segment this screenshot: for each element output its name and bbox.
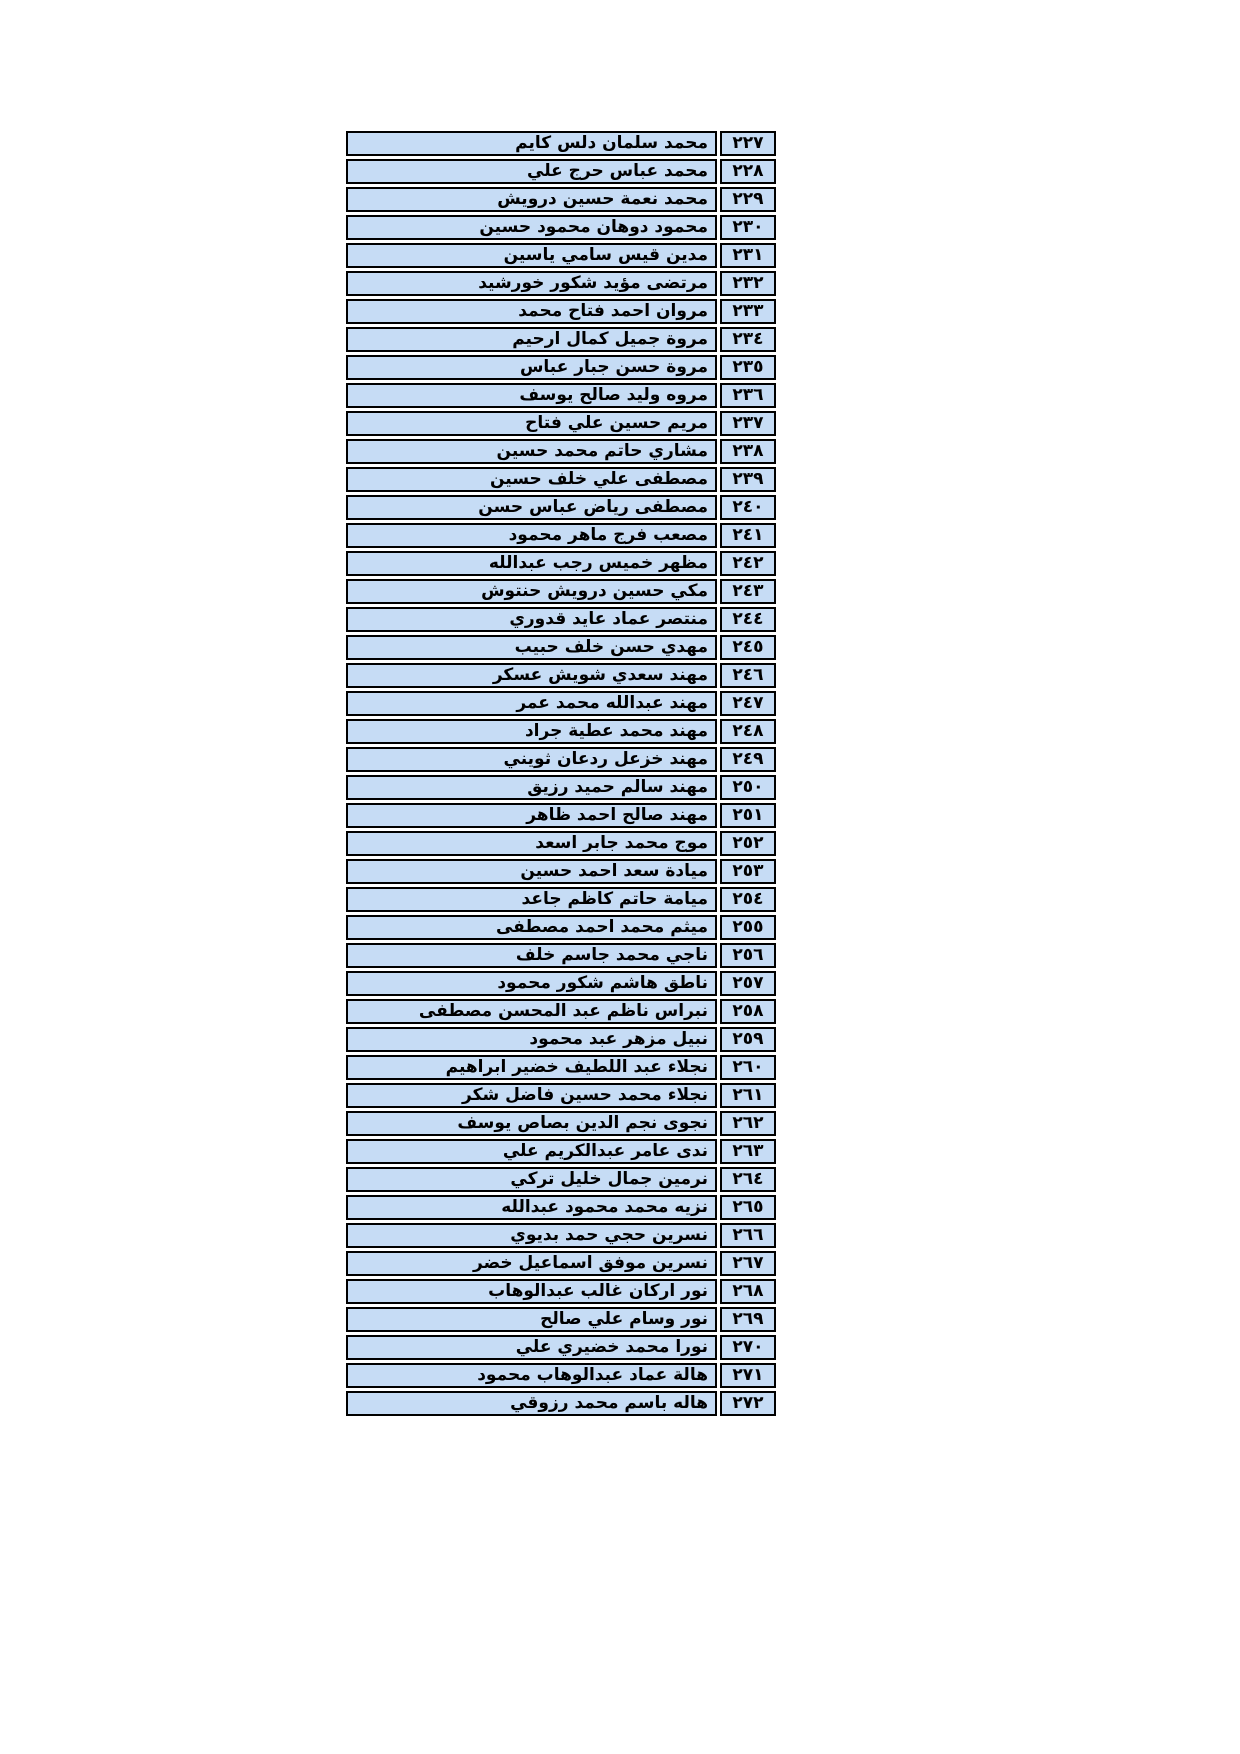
row-number-cell: ٢٣٤ bbox=[720, 327, 776, 352]
table-row bbox=[346, 803, 776, 828]
table-row bbox=[346, 887, 776, 912]
row-name-cell: نجلاء محمد حسين فاضل شكر bbox=[346, 1083, 717, 1108]
table-row bbox=[346, 999, 776, 1024]
row-number-cell: ٢٦٠ bbox=[720, 1055, 776, 1080]
table-row bbox=[346, 243, 776, 268]
row-name-cell: موج محمد جابر اسعد bbox=[346, 831, 717, 856]
row-number-cell: ٢٧٢ bbox=[720, 1391, 776, 1416]
table-row bbox=[346, 579, 776, 604]
row-name-cell: محمد نعمة حسين درويش bbox=[346, 187, 717, 212]
row-number-cell: ٢٣٩ bbox=[720, 467, 776, 492]
row-number-cell: ٢٣٦ bbox=[720, 383, 776, 408]
row-number-cell: ٢٥٧ bbox=[720, 971, 776, 996]
row-name-cell: مكي حسين درويش حنتوش bbox=[346, 579, 717, 604]
table-row bbox=[346, 719, 776, 744]
table-row bbox=[346, 215, 776, 240]
table-row bbox=[346, 411, 776, 436]
row-name-cell: مصعب فرج ماهر محمود bbox=[346, 523, 717, 548]
table-row bbox=[346, 691, 776, 716]
row-name-cell: نجلاء عبد اللطيف خضير ابراهيم bbox=[346, 1055, 717, 1080]
row-number-cell: ٢٦٥ bbox=[720, 1195, 776, 1220]
table-row bbox=[346, 663, 776, 688]
table-row bbox=[346, 495, 776, 520]
row-name-cell: محمد عباس حرج علي bbox=[346, 159, 717, 184]
table-row bbox=[346, 971, 776, 996]
row-number-cell: ٢٧١ bbox=[720, 1363, 776, 1388]
row-name-cell: مشاري حاتم محمد حسين bbox=[346, 439, 717, 464]
roster-table-body bbox=[346, 131, 776, 1416]
row-number-cell: ٢٦١ bbox=[720, 1083, 776, 1108]
row-name-cell: مهند خزعل ردعان ثويني bbox=[346, 747, 717, 772]
row-number-cell: ٢٣٨ bbox=[720, 439, 776, 464]
table-row bbox=[346, 467, 776, 492]
table-row bbox=[346, 1139, 776, 1164]
row-name-cell: مهند صالح احمد ظاهر bbox=[346, 803, 717, 828]
row-number-cell: ٢٤٧ bbox=[720, 691, 776, 716]
table-row bbox=[346, 775, 776, 800]
row-name-cell: نبراس ناظم عبد المحسن مصطفى bbox=[346, 999, 717, 1024]
table-row bbox=[346, 1083, 776, 1108]
table-row bbox=[346, 1363, 776, 1388]
table-row bbox=[346, 607, 776, 632]
row-number-cell: ٢٥٩ bbox=[720, 1027, 776, 1052]
table-row bbox=[346, 1027, 776, 1052]
row-name-cell: مروة حسن جبار عباس bbox=[346, 355, 717, 380]
table-row bbox=[346, 271, 776, 296]
row-number-cell: ٢٤٨ bbox=[720, 719, 776, 744]
row-number-cell: ٢٣١ bbox=[720, 243, 776, 268]
table-row bbox=[346, 747, 776, 772]
table-row bbox=[346, 1055, 776, 1080]
row-name-cell: ميامة حاتم كاظم جاعد bbox=[346, 887, 717, 912]
table-row bbox=[346, 159, 776, 184]
row-name-cell: مروه وليد صالح يوسف bbox=[346, 383, 717, 408]
table-row bbox=[346, 299, 776, 324]
table-row bbox=[346, 131, 776, 156]
row-number-cell: ٢٤٢ bbox=[720, 551, 776, 576]
row-number-cell: ٢٤٠ bbox=[720, 495, 776, 520]
row-name-cell: نورا محمد خضيري علي bbox=[346, 1335, 717, 1360]
table-row bbox=[346, 327, 776, 352]
table-row bbox=[346, 1251, 776, 1276]
row-number-cell: ٢٥٠ bbox=[720, 775, 776, 800]
table-row bbox=[346, 943, 776, 968]
row-name-cell: نور وسام علي صالح bbox=[346, 1307, 717, 1332]
row-name-cell: محمود دوهان محمود حسين bbox=[346, 215, 717, 240]
table-row bbox=[346, 383, 776, 408]
row-name-cell: مهدي حسن خلف حبيب bbox=[346, 635, 717, 660]
table-row bbox=[346, 1111, 776, 1136]
row-number-cell: ٢٢٧ bbox=[720, 131, 776, 156]
row-number-cell: ٢٦٤ bbox=[720, 1167, 776, 1192]
row-name-cell: ميادة سعد احمد حسين bbox=[346, 859, 717, 884]
table-row bbox=[346, 831, 776, 856]
row-number-cell: ٢٣٧ bbox=[720, 411, 776, 436]
table-row bbox=[346, 523, 776, 548]
table-row bbox=[346, 1391, 776, 1416]
table-row bbox=[346, 1195, 776, 1220]
table-row bbox=[346, 1167, 776, 1192]
row-number-cell: ٢٣٢ bbox=[720, 271, 776, 296]
table-row bbox=[346, 187, 776, 212]
row-number-cell: ٢٥٣ bbox=[720, 859, 776, 884]
row-name-cell: نجوى نجم الدين بصاص يوسف bbox=[346, 1111, 717, 1136]
row-name-cell: نسرين حجي حمد بديوي bbox=[346, 1223, 717, 1248]
row-name-cell: منتصر عماد عايد قدوري bbox=[346, 607, 717, 632]
table-row bbox=[346, 1223, 776, 1248]
row-number-cell: ٢٥١ bbox=[720, 803, 776, 828]
row-name-cell: هاله باسم محمد رزوقي bbox=[346, 1391, 717, 1416]
row-number-cell: ٢٤٩ bbox=[720, 747, 776, 772]
row-number-cell: ٢٦٧ bbox=[720, 1251, 776, 1276]
table-row bbox=[346, 355, 776, 380]
row-number-cell: ٢٢٩ bbox=[720, 187, 776, 212]
table-row bbox=[346, 635, 776, 660]
row-number-cell: ٢٤٤ bbox=[720, 607, 776, 632]
row-name-cell: نبيل مزهر عبد محمود bbox=[346, 1027, 717, 1052]
row-number-cell: ٢٦٢ bbox=[720, 1111, 776, 1136]
row-name-cell: مهند سالم حميد رزيق bbox=[346, 775, 717, 800]
row-name-cell: مروان احمد فتاح محمد bbox=[346, 299, 717, 324]
row-number-cell: ٢٣٠ bbox=[720, 215, 776, 240]
row-name-cell: محمد سلمان دلس كايم bbox=[346, 131, 717, 156]
row-number-cell: ٢٥٤ bbox=[720, 887, 776, 912]
row-name-cell: نسرين موفق اسماعيل خضر bbox=[346, 1251, 717, 1276]
row-name-cell: مهند سعدي شويش عسكر bbox=[346, 663, 717, 688]
table-row bbox=[346, 1307, 776, 1332]
row-number-cell: ٢٦٨ bbox=[720, 1279, 776, 1304]
row-number-cell: ٢٤١ bbox=[720, 523, 776, 548]
row-number-cell: ٢٥٥ bbox=[720, 915, 776, 940]
row-number-cell: ٢٢٨ bbox=[720, 159, 776, 184]
table-row bbox=[346, 439, 776, 464]
row-number-cell: ٢٧٠ bbox=[720, 1335, 776, 1360]
row-number-cell: ٢٥٢ bbox=[720, 831, 776, 856]
row-name-cell: مظهر خميس رجب عبدالله bbox=[346, 551, 717, 576]
table-row bbox=[346, 1335, 776, 1360]
table-row bbox=[346, 915, 776, 940]
row-number-cell: ٢٥٨ bbox=[720, 999, 776, 1024]
row-name-cell: مصطفى علي خلف حسين bbox=[346, 467, 717, 492]
table-row bbox=[346, 551, 776, 576]
row-number-cell: ٢٤٥ bbox=[720, 635, 776, 660]
row-name-cell: ناطق هاشم شكور محمود bbox=[346, 971, 717, 996]
row-name-cell: نور اركان غالب عبدالوهاب bbox=[346, 1279, 717, 1304]
row-number-cell: ٢٣٣ bbox=[720, 299, 776, 324]
row-name-cell: ميثم محمد احمد مصطفى bbox=[346, 915, 717, 940]
row-name-cell: مهند محمد عطية جراد bbox=[346, 719, 717, 744]
roster-table bbox=[343, 128, 779, 1419]
row-name-cell: مريم حسين علي فتاح bbox=[346, 411, 717, 436]
row-name-cell: ناجي محمد جاسم خلف bbox=[346, 943, 717, 968]
row-name-cell: ندى عامر عبدالكريم علي bbox=[346, 1139, 717, 1164]
row-name-cell: هالة عماد عبدالوهاب محمود bbox=[346, 1363, 717, 1388]
row-name-cell: نزيه محمد محمود عبدالله bbox=[346, 1195, 717, 1220]
row-number-cell: ٢٦٣ bbox=[720, 1139, 776, 1164]
row-name-cell: مهند عبدالله محمد عمر bbox=[346, 691, 717, 716]
row-number-cell: ٢٤٦ bbox=[720, 663, 776, 688]
row-name-cell: مصطفى رياض عباس حسن bbox=[346, 495, 717, 520]
row-number-cell: ٢٦٦ bbox=[720, 1223, 776, 1248]
table-row bbox=[346, 1279, 776, 1304]
row-number-cell: ٢٦٩ bbox=[720, 1307, 776, 1332]
row-name-cell: نرمين جمال خليل تركي bbox=[346, 1167, 717, 1192]
row-name-cell: مروة جميل كمال ارحيم bbox=[346, 327, 717, 352]
table-row bbox=[346, 859, 776, 884]
row-number-cell: ٢٣٥ bbox=[720, 355, 776, 380]
row-number-cell: ٢٤٣ bbox=[720, 579, 776, 604]
row-name-cell: مدين قيس سامي ياسين bbox=[346, 243, 717, 268]
row-number-cell: ٢٥٦ bbox=[720, 943, 776, 968]
row-name-cell: مرتضى مؤيد شكور خورشيد bbox=[346, 271, 717, 296]
